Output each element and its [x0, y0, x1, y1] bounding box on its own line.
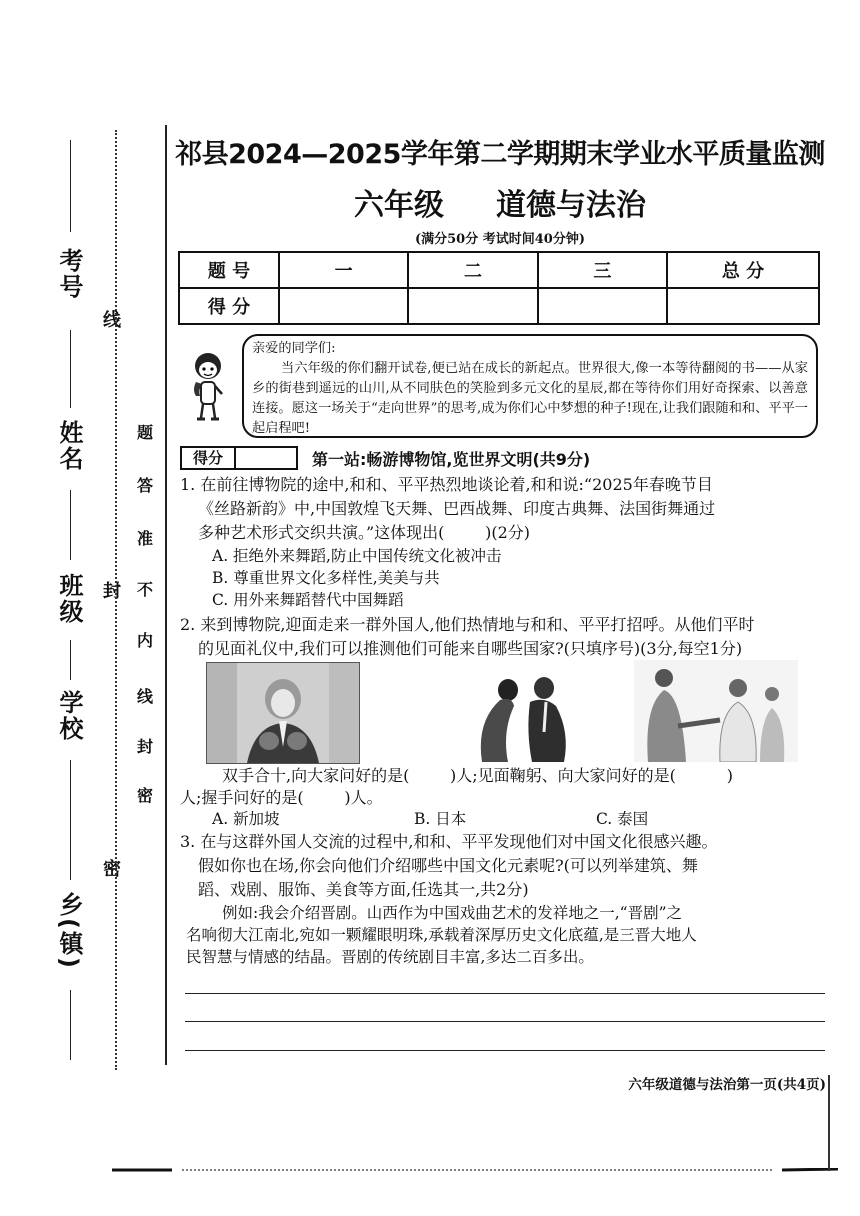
exam-no-line — [70, 140, 71, 232]
q3-example-line1: 例如:我会介绍晋剧。山西作为中国戏曲艺术的发祥地之一,“晋剧”之 — [222, 904, 682, 922]
seal-secret-char: 密 — [103, 859, 121, 880]
seal-seal-char: 封 — [103, 581, 121, 602]
score-table-header-row — [179, 252, 819, 288]
seal-dotted-line — [115, 130, 117, 1070]
greeting-salutation: 亲爱的同学们: — [252, 341, 336, 356]
greeting-body: 当六年级的你们翻开试卷,便已站在成长的新起点。世界很大,像一本等待翻阅的书——从家乡的街巷到遥远的山川,从不同肤色的笑脸到多元文化的星辰,都在等待你们用好奇探索、以善意连接。愿这一场关于“走向世界”的思考,成为你们心中梦想的种子!现在,让我们跟随和和、平平一起启程吧! — [252, 361, 808, 436]
township-line-bottom — [70, 990, 71, 1060]
q3-example-line3: 民智慧与情感的结晶。晋剧的传统剧目丰富,多达二百多出。 — [186, 948, 594, 966]
exam-title: 祁县2024—2025学年第二学期期末学业水平质量监测 — [175, 139, 825, 170]
school-line-top — [70, 640, 71, 680]
name-label: 姓名 — [55, 420, 83, 472]
notice-char-6: 准 — [137, 529, 154, 548]
q1-option-a: A. 拒绝外来舞蹈,防止中国传统文化被冲击 — [212, 547, 502, 565]
mascot-icon — [186, 350, 230, 422]
notice-char-3: 线 — [137, 687, 154, 706]
class-label: 班级 — [55, 573, 83, 625]
q2-line2: 的见面礼仪中,我们可以推测他们可能来自哪些国家?(只填序号)(3分,每空1分) — [198, 639, 743, 658]
class-line-top — [70, 490, 71, 560]
section1-score-label: 得分 — [182, 448, 236, 468]
score-col-label: 题 号 — [179, 252, 279, 288]
score-cell-2[interactable] — [408, 288, 537, 324]
name-line-top — [70, 330, 71, 408]
greeting-bubble — [242, 334, 818, 438]
score-col-1: 一 — [279, 252, 408, 288]
q2-line1: 2. 来到博物院,迎面走来一群外国人,他们热情地与和和、平平打招呼。从他们平时 — [180, 615, 755, 634]
score-table — [178, 251, 820, 325]
section1-score-box[interactable] — [180, 446, 298, 470]
scan-bottom-edge — [112, 1168, 838, 1172]
section1-title: 第一站:畅游博物馆,览世界文明(共9分) — [312, 450, 591, 469]
score-col-total: 总 分 — [667, 252, 819, 288]
notice-char-4: 内 — [137, 631, 154, 650]
scan-right-edge — [828, 1075, 830, 1171]
q1-option-b: B. 尊重世界文化多样性,美美与共 — [212, 569, 440, 587]
q2-option-b: B. 日本 — [414, 810, 467, 828]
grade-label: 六年级 — [354, 188, 444, 223]
score-row-label: 得 分 — [179, 288, 279, 324]
exam-no-label: 考号 — [55, 248, 83, 300]
q3-example-line2: 名响彻大江南北,宛如一颗耀眼明珠,承载着深厚历史文化底蕴,是三晋大地人 — [186, 926, 697, 944]
notice-char-5: 不 — [137, 580, 154, 599]
q2-fill-line2[interactable]: 人;握手问好的是( )人。 — [180, 788, 383, 807]
q1-line3[interactable]: 多种艺术形式交织共演。”这体现出( )(2分) — [198, 523, 531, 542]
photo-handshake — [634, 660, 798, 762]
q1-line1: 1. 在前往博物院的途中,和和、平平热烈地谈论着,和和说:“2025年春晚节目 — [180, 475, 713, 494]
score-table-score-row — [179, 288, 819, 324]
notice-char-2: 封 — [137, 737, 154, 756]
q1-line2: 《丝路新韵》中,中国敦煌飞天舞、巴西战舞、印度古典舞、法国街舞通过 — [198, 499, 716, 518]
q2-fill-line1[interactable]: 双手合十,向大家问好的是( )人;见面鞠躬、向大家问好的是( ) — [222, 766, 733, 785]
grade-subject — [170, 180, 830, 224]
answer-line-1[interactable] — [185, 993, 825, 994]
score-col-2: 二 — [408, 252, 537, 288]
notice-char-1: 密 — [137, 786, 154, 805]
notice-char-8: 题 — [137, 423, 154, 442]
margin-rule — [165, 125, 167, 1065]
q3-line3: 蹈、戏剧、服饰、美食等方面,任选其一,共2分) — [198, 880, 529, 899]
q3-line2: 假如你也在场,你会向他们介绍哪些中国文化元素呢?(可以列举建筑、舞 — [198, 856, 698, 875]
q2-option-a: A. 新加坡 — [212, 810, 280, 828]
township-label: 乡(镇) — [55, 892, 83, 970]
exam-subtitle: (满分50分 考试时间40分钟) — [414, 232, 585, 247]
score-cell-3[interactable] — [538, 288, 667, 324]
q1-option-c: C. 用外来舞蹈替代中国舞蹈 — [212, 591, 404, 609]
photo-bowing — [452, 662, 594, 762]
school-label: 学校 — [55, 690, 83, 742]
q2-option-c: C. 泰国 — [596, 810, 649, 828]
subject-label: 道德与法治 — [496, 188, 646, 223]
photo-palms-together — [206, 662, 360, 764]
answer-line-3[interactable] — [185, 1050, 825, 1051]
seal-line-char: 线 — [103, 310, 121, 331]
score-col-3: 三 — [538, 252, 667, 288]
page-footer: 六年级道德与法治第一页(共4页) — [628, 1077, 826, 1093]
township-line-top — [70, 760, 71, 880]
score-cell-1[interactable] — [279, 288, 408, 324]
answer-line-2[interactable] — [185, 1021, 825, 1022]
notice-char-7: 答 — [137, 476, 154, 495]
score-cell-total[interactable] — [667, 288, 819, 324]
q3-line1: 3. 在与这群外国人交流的过程中,和和、平平发现他们对中国文化很感兴趣。 — [180, 832, 718, 851]
